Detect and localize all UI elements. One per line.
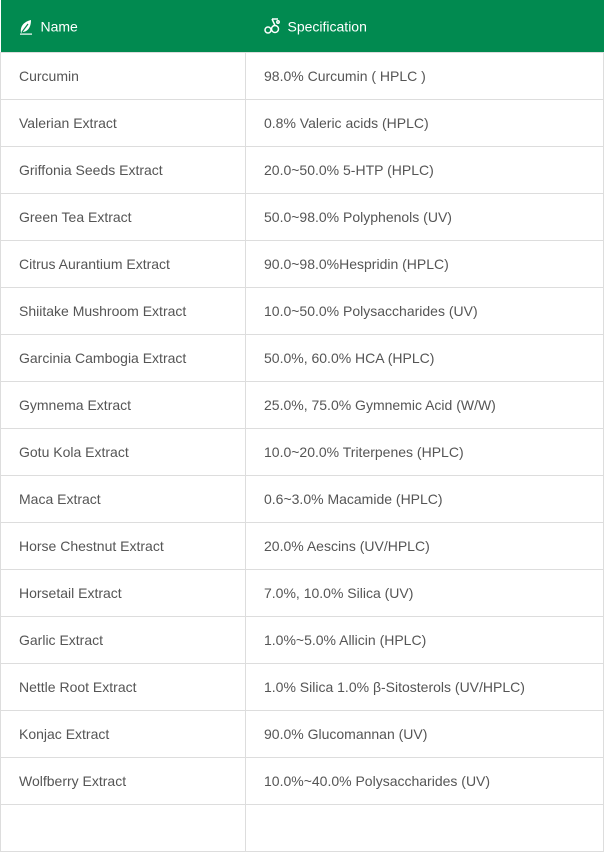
specification-cell: 25.0%, 75.0% Gymnemic Acid (W/W)	[246, 382, 604, 429]
product-name-cell: Garcinia Cambogia Extract	[1, 335, 246, 382]
specification-cell: 20.0~50.0% 5-HTP (HPLC)	[246, 147, 604, 194]
specification-cell: 1.0%~5.0% Allicin (HPLC)	[246, 617, 604, 664]
column-header-specification-label: Specification	[287, 18, 367, 35]
table-row	[1, 664, 604, 711]
table-row	[1, 147, 604, 194]
specification-cell: 20.0% Aescins (UV/HPLC)	[246, 523, 604, 570]
table-row	[1, 100, 604, 147]
product-name-cell: Gymnema Extract	[1, 382, 246, 429]
empty-cell	[246, 805, 604, 852]
product-name-cell: Curcumin	[1, 53, 246, 100]
product-name-cell: Gotu Kola Extract	[1, 429, 246, 476]
table-row	[1, 758, 604, 805]
product-name-cell: Nettle Root Extract	[1, 664, 246, 711]
empty-cell	[1, 805, 246, 852]
product-name-cell: Horse Chestnut Extract	[1, 523, 246, 570]
table-row	[1, 241, 604, 288]
leaf-icon	[19, 19, 33, 35]
product-name-cell: Wolfberry Extract	[1, 758, 246, 805]
product-name-cell: Griffonia Seeds Extract	[1, 147, 246, 194]
table-row	[1, 476, 604, 523]
specification-cell: 1.0% Silica 1.0% β-Sitosterols (UV/HPLC)	[246, 664, 604, 711]
product-name-cell: Garlic Extract	[1, 617, 246, 664]
table-row	[1, 194, 604, 241]
column-header-specification	[246, 0, 604, 53]
product-name-cell: Citrus Aurantium Extract	[1, 241, 246, 288]
product-name-cell: Green Tea Extract	[1, 194, 246, 241]
table-row	[1, 523, 604, 570]
specification-cell: 90.0~98.0%Hespridin (HPLC)	[246, 241, 604, 288]
table-row	[1, 617, 604, 664]
specification-cell: 98.0% Curcumin ( HPLC )	[246, 53, 604, 100]
specification-cell: 50.0%, 60.0% HCA (HPLC)	[246, 335, 604, 382]
specification-cell: 10.0~20.0% Triterpenes (HPLC)	[246, 429, 604, 476]
product-name-cell: Konjac Extract	[1, 711, 246, 758]
product-name-cell: Shiitake Mushroom Extract	[1, 288, 246, 335]
specification-cell: 7.0%, 10.0% Silica (UV)	[246, 570, 604, 617]
table-row	[1, 288, 604, 335]
table-row	[1, 53, 604, 100]
table-row	[1, 711, 604, 758]
table-row	[1, 429, 604, 476]
table-row	[1, 382, 604, 429]
table-row	[1, 335, 604, 382]
specification-cell: 90.0% Glucomannan (UV)	[246, 711, 604, 758]
specification-cell: 10.0~50.0% Polysaccharides (UV)	[246, 288, 604, 335]
table-row-partial	[1, 805, 604, 852]
product-name-cell: Maca Extract	[1, 476, 246, 523]
specification-cell: 50.0~98.0% Polyphenols (UV)	[246, 194, 604, 241]
column-header-name	[1, 0, 246, 53]
molecule-icon	[264, 17, 280, 35]
table-row	[1, 570, 604, 617]
specification-cell: 10.0%~40.0% Polysaccharides (UV)	[246, 758, 604, 805]
specification-cell: 0.8% Valeric acids (HPLC)	[246, 100, 604, 147]
product-name-cell: Horsetail Extract	[1, 570, 246, 617]
table-header-row	[1, 0, 604, 53]
specification-cell: 0.6~3.0% Macamide (HPLC)	[246, 476, 604, 523]
product-name-cell: Valerian Extract	[1, 100, 246, 147]
column-header-name-label: Name	[40, 18, 78, 35]
